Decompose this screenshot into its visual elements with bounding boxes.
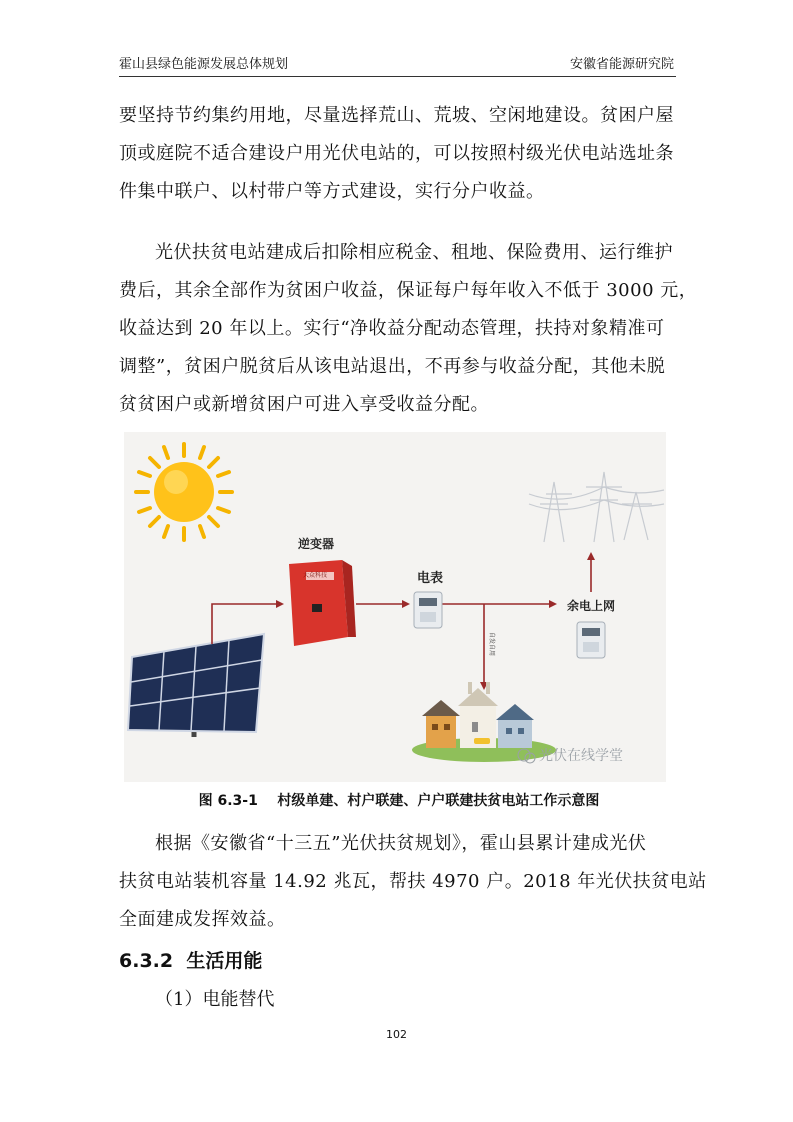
paragraph-line: 费后，其余全部作为贫困户收益，保证每户每年收入不低于 3000 元， xyxy=(119,280,698,301)
section-heading: 6.3.2 生活用能 xyxy=(119,950,263,972)
self-use-label: 自发自用 xyxy=(488,632,495,657)
paragraph-line: 全面建成发挥效益。 xyxy=(119,909,286,930)
inverter-brand: 大众科技 xyxy=(302,572,328,579)
header-organization: 安徽省能源研究院 xyxy=(569,57,674,72)
paragraph-line: 光伏扶贫电站建成后扣除相应税金、租地、保险费用、运行维护 xyxy=(155,242,673,263)
figure-caption: 图 6.3-1 村级单建、村户联建、户户联建扶贫电站工作示意图 xyxy=(198,793,600,809)
meter-label: 电表 xyxy=(416,571,444,586)
paragraph-1 xyxy=(119,97,679,211)
sun-icon xyxy=(136,444,232,540)
flow-arrows xyxy=(212,560,591,682)
paragraph-line: 根据《安徽省“十三五”光伏扶贫规划》，霍山县累计建成光伏 xyxy=(155,833,647,854)
subheading: （1）电能替代 xyxy=(155,989,275,1010)
paragraph-2 xyxy=(119,234,698,424)
paragraph-3 xyxy=(119,825,707,939)
paragraph-line: 贫贫困户或新增贫困户可进入享受收益分配。 xyxy=(119,394,489,415)
page-number: 102 xyxy=(386,1028,407,1041)
solar-panel-icon xyxy=(128,634,264,737)
paragraph-line: 调整”，贫困户脱贫后从该电站退出，不再参与收益分配，其他未脱 xyxy=(119,356,666,377)
pv-system-diagram xyxy=(124,432,666,782)
transmission-tower-icon xyxy=(529,472,664,542)
paragraph-line: 要坚持节约集约用地，尽量选择荒山、荒坡、空闲地建设。贫困户屋 xyxy=(119,105,674,126)
paragraph-line: 件集中联户、以村带户等方式建设，实行分户收益。 xyxy=(119,181,545,202)
header-document-title: 霍山县绿色能源发展总体规划 xyxy=(119,57,289,72)
page-header xyxy=(119,56,676,77)
diagram-svg xyxy=(124,432,666,782)
electric-meter-icon xyxy=(414,592,442,628)
paragraph-line: 顶或庭院不适合建设户用光伏电站的，可以按照村级光伏电站选址条 xyxy=(119,143,674,164)
watermark: 光伏在线学堂 xyxy=(539,748,623,764)
paragraph-line: 收益达到 20 年以上。实行“净收益分配动态管理，扶持对象精准可 xyxy=(119,318,665,339)
village-icon xyxy=(412,682,556,762)
inverter-label: 逆变器 xyxy=(297,537,335,551)
grid-meter-icon xyxy=(577,622,605,658)
paragraph-line: 扶贫电站装机容量 14.92 兆瓦，帮扶 4970 户。2018 年光伏扶贫电站 xyxy=(119,871,707,892)
grid-label: 余电上网 xyxy=(566,599,616,613)
